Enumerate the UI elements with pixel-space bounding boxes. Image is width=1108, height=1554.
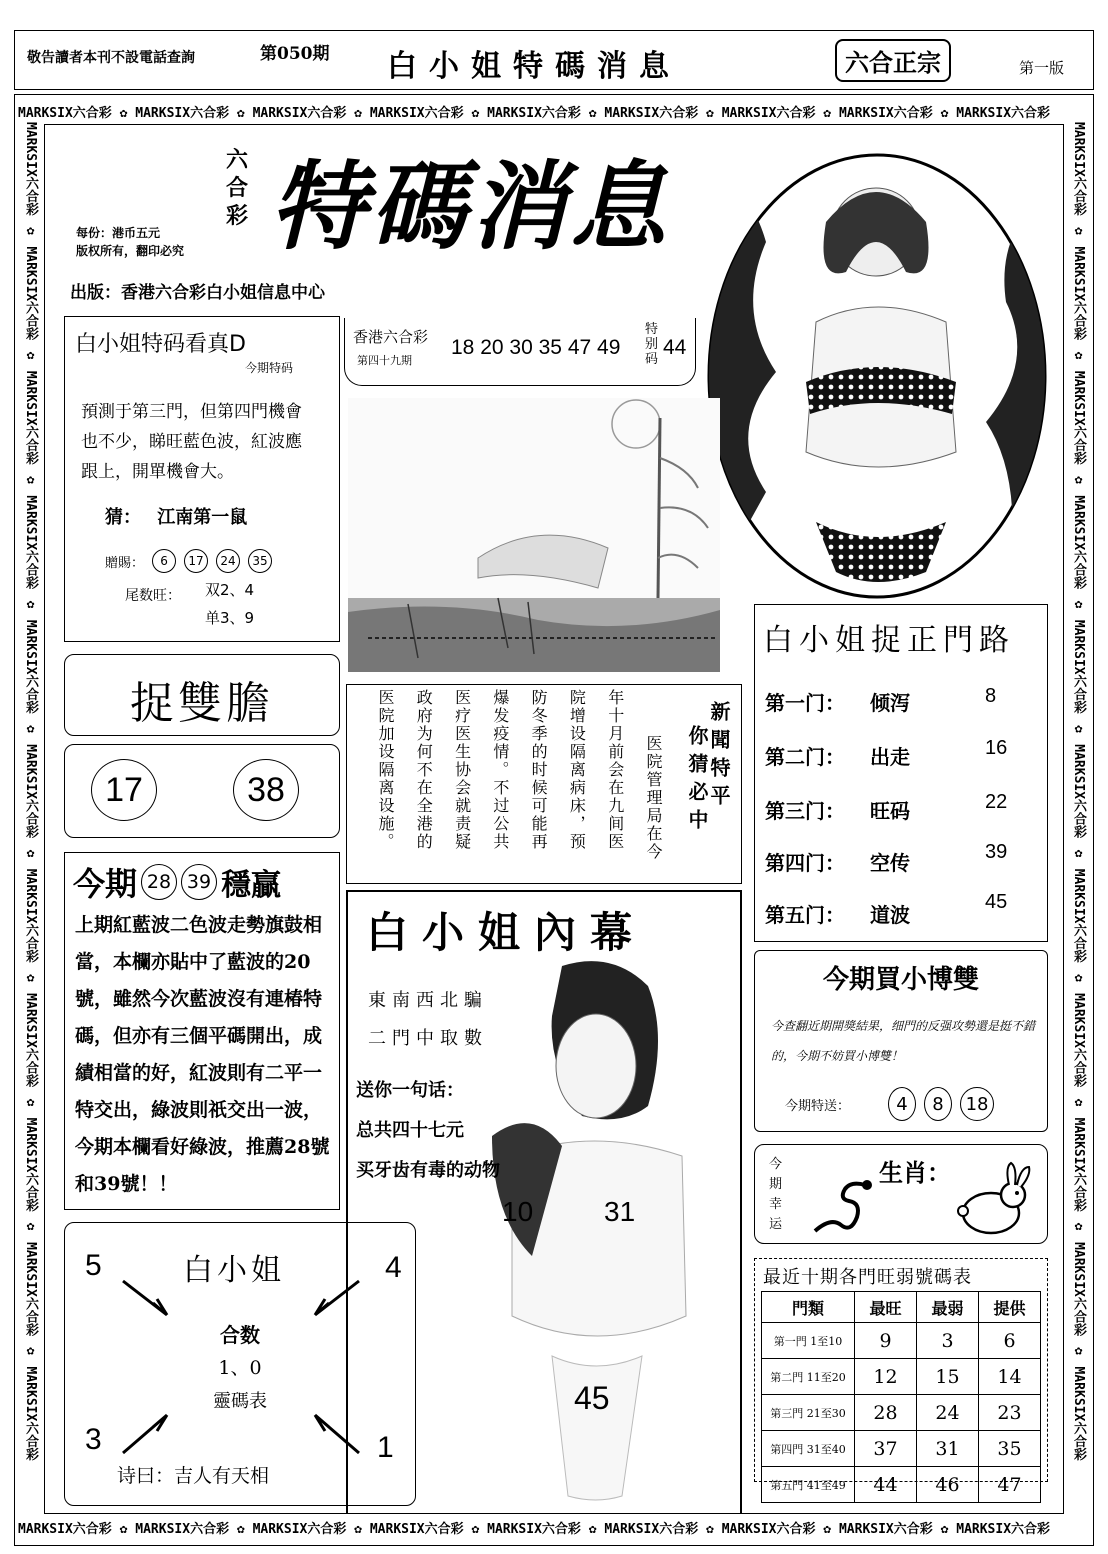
news-side-title-2: 你猜必中 — [685, 725, 709, 837]
rights-text: 版权所有，翻印必究 — [76, 244, 185, 258]
steady-number: 28 — [141, 864, 177, 900]
table-cell: 28 — [855, 1395, 917, 1431]
correct-path-box — [754, 604, 1048, 942]
model-photo — [706, 152, 1048, 600]
gift-line — [105, 549, 272, 573]
result-number: 30 — [509, 336, 533, 359]
lucky-label: 今期幸运 — [769, 1157, 783, 1232]
send-number: 18 — [960, 1087, 994, 1121]
path-number: 45 — [985, 891, 1008, 913]
corner-number-bl: 3 — [85, 1423, 102, 1456]
gift-number: 35 — [248, 549, 272, 573]
news-column: 防冬季的时候可能再 — [529, 689, 549, 851]
result-number: 18 — [451, 336, 475, 359]
news-column: 医院加设隔离设施。 — [376, 689, 395, 851]
news-box — [346, 684, 742, 884]
table-cell: 3 — [917, 1323, 979, 1359]
gift-label: 贈賜： — [105, 555, 145, 571]
news-column: 院增设隔离病床，预 — [567, 689, 587, 851]
header-title: 白小姐特碼消息 — [387, 49, 681, 84]
guess-line — [105, 503, 247, 529]
stats-table — [761, 1291, 1041, 1503]
results-label: 香港六合彩 — [353, 328, 429, 346]
price-text: 每份：港币五元 — [76, 226, 161, 240]
guess-value: 江南第一鼠 — [157, 507, 248, 528]
special-number: 44 — [663, 336, 687, 359]
news-column: 年十月前会在九间医 — [605, 689, 625, 851]
table-cell: 44 — [855, 1467, 917, 1503]
kanzhen-title: 白小姐特码看真D — [75, 332, 246, 357]
table-row — [762, 1359, 1041, 1395]
table-cell: 12 — [855, 1359, 917, 1395]
path-door: 第四门： — [765, 851, 845, 875]
stats-title: 最近十期各門旺弱號碼表 — [763, 1267, 972, 1288]
results-box — [344, 318, 696, 386]
steady-number: 39 — [181, 864, 217, 900]
path-row — [765, 687, 1035, 716]
inside-number-b: 31 — [604, 1196, 636, 1227]
table-cell: 第三門 21至30 — [762, 1395, 855, 1431]
border-strip-left: MARKSIX六合彩 ✿ MARKSIX六合彩 ✿ MARKSIX六合彩 ✿ MARKSIX六合彩 ✿ MARKSIX六合彩 ✿ MARKSIX六合彩 ✿ MARKSIX六合彩 ✿ MARKSIX六合彩 ✿ MARKSIX六合彩 ✿ MARKSIX六合彩 ✿ MARKSIX六合彩 — [23, 122, 38, 1461]
send-number: 8 — [924, 1087, 952, 1121]
inside-line-2: 二門中取數 — [368, 1028, 488, 1049]
table-cell: 第二門 11至20 — [762, 1359, 855, 1395]
gift-number: 17 — [184, 549, 208, 573]
special-label: 特别码 — [645, 322, 659, 367]
catch-double-title: 捉雙膽 — [130, 678, 274, 729]
correct-path-title: 白小姐捉正門路 — [763, 623, 1015, 658]
corner-number-tr: 4 — [385, 1251, 402, 1284]
inside-number-c: 45 — [574, 1380, 610, 1416]
sum-value: 1、0 — [218, 1357, 262, 1379]
stats-box — [754, 1258, 1048, 1496]
path-word: 倾泻 — [869, 691, 910, 715]
path-row — [765, 737, 1035, 770]
catch-double-numbers-box — [64, 744, 340, 838]
news-column: 政府为何不在全港的 — [414, 689, 434, 851]
steady-prefix: 今期 — [73, 865, 138, 903]
gift-number: 6 — [152, 549, 176, 573]
news-column: 医院管理局在今 — [643, 735, 663, 861]
path-number: 16 — [985, 737, 1008, 759]
inside-photo — [472, 956, 708, 1504]
table-row — [762, 1395, 1041, 1431]
result-number: 49 — [597, 336, 621, 359]
table-cell: 23 — [979, 1395, 1041, 1431]
lucky-box — [754, 1144, 1048, 1244]
table-cell: 14 — [979, 1359, 1041, 1395]
buy-small-text: 今查翻近期開獎結果，细門的反强攻勢還是挺不錯的，今期不妨買小博雙！ — [771, 1019, 1036, 1063]
steady-title — [73, 859, 281, 905]
path-door: 第五门： — [765, 903, 845, 927]
kanzhen-subtitle: 今期特码 — [245, 361, 294, 375]
snake-icon — [811, 1177, 881, 1237]
table-header: 門類 — [762, 1292, 855, 1323]
steady-text: 上期紅藍波二色波走勢旗鼓相當，本欄亦貼中了藍波的20號，雖然今次藍波沒有連椿特碼，但亦有三個平碼開出，成績相當的好，紅波則有二平一特交出，綠波則祇交出一波，今期本欄看好綠波，推薦28號和39號！！ — [75, 914, 330, 1195]
send-label: 今期特送： — [785, 1098, 851, 1114]
path-number: 8 — [985, 685, 997, 707]
news-columns — [373, 689, 665, 881]
path-door: 第一门： — [765, 691, 845, 715]
compass-title: 白小姐 — [183, 1253, 285, 1288]
path-row — [765, 841, 1035, 876]
table-cell: 15 — [917, 1359, 979, 1395]
table-header: 最弱 — [917, 1292, 979, 1323]
inside-line-1: 東南西北騙 — [368, 990, 488, 1011]
path-door: 第三门： — [765, 799, 845, 823]
path-door: 第二门： — [765, 745, 845, 769]
path-row — [765, 891, 1035, 928]
border-strip-top: MARKSIX六合彩 ✿ MARKSIX六合彩 ✿ MARKSIX六合彩 ✿ MARKSIX六合彩 ✿ MARKSIX六合彩 ✿ MARKSIX六合彩 ✿ MARKSIX六合彩 ✿ MARKSIX六合彩 ✿ MARKSIX六合彩 — [18, 106, 1051, 120]
border-strip-text: MARKSIX六合彩 — [18, 106, 112, 120]
poem-text: 诗曰：吉人有天相 — [117, 1465, 270, 1487]
table-cell: 37 — [855, 1431, 917, 1467]
path-word: 道波 — [869, 903, 910, 927]
table-cell: 31 — [917, 1431, 979, 1467]
table-cell: 6 — [979, 1323, 1041, 1359]
path-row — [765, 791, 1035, 824]
results-numbers — [451, 336, 620, 360]
table-cell: 9 — [855, 1323, 917, 1359]
news-column: 医疗医生协会就责疑 — [452, 689, 472, 851]
kanzhen-text: 預測于第三門，但第四門機會也不少，睇旺藍色波，紅波應跟上，開單機會大。 — [81, 402, 302, 482]
results-issue: 第四十九期 — [357, 354, 412, 367]
masthead-small-title: 六合彩 — [226, 147, 249, 229]
inside-number-a: 10 — [502, 1196, 534, 1227]
guess-label: 猜： — [105, 507, 141, 528]
path-number: 39 — [985, 841, 1008, 863]
table-cell: 47 — [979, 1467, 1041, 1503]
table-row — [762, 1467, 1041, 1503]
border-strip-bottom: MARKSIX六合彩 ✿ MARKSIX六合彩 ✿ MARKSIX六合彩 ✿ MARKSIX六合彩 ✿ MARKSIX六合彩 ✿ MARKSIX六合彩 ✿ MARKSIX六合彩 ✿ MARKSIX六合彩 ✿ MARKSIX六合彩 — [18, 1522, 1051, 1536]
steady-suffix: 穩贏 — [221, 868, 282, 903]
path-word: 空传 — [869, 851, 910, 875]
catch-double-title-box — [64, 654, 340, 736]
table-cell: 35 — [979, 1431, 1041, 1467]
publisher-text: 出版：香港六合彩白小姐信息中心 — [70, 283, 325, 303]
header-notice: 敬告讀者本刊不設電話查詢 — [27, 50, 195, 66]
masthead-title: 特碼消息 — [270, 150, 670, 263]
inside-line-3: 送你一句话： — [356, 1080, 464, 1101]
border-strip-right: MARKSIX六合彩 ✿ MARKSIX六合彩 ✿ MARKSIX六合彩 ✿ MARKSIX六合彩 ✿ MARKSIX六合彩 ✿ MARKSIX六合彩 ✿ MARKSIX六合彩 ✿ MARKSIX六合彩 ✿ MARKSIX六合彩 ✿ MARKSIX六合彩 ✿ MARKSIX六合彩 — [1071, 122, 1086, 1461]
lucky-title: 生肖： — [879, 1158, 951, 1187]
inside-title: 白小姐內幕 — [366, 908, 647, 957]
edition-label: 第一版 — [1019, 59, 1065, 77]
double-number: 38 — [233, 759, 299, 821]
rabbit-icon — [951, 1161, 1037, 1239]
tail-line-1: 双2、4 — [205, 581, 255, 599]
path-word: 旺码 — [869, 799, 910, 823]
table-cell: 第一門 1至10 — [762, 1323, 855, 1359]
result-number: 47 — [567, 336, 592, 359]
table-label: 靈碼表 — [213, 1391, 267, 1412]
path-number: 22 — [985, 791, 1008, 813]
inside-box — [346, 890, 742, 1514]
result-number: 20 — [480, 336, 504, 359]
landscape-painting — [348, 398, 720, 672]
path-word: 出走 — [869, 745, 910, 769]
table-row — [762, 1323, 1041, 1359]
send-line — [785, 1087, 994, 1121]
stats-table-wrap — [761, 1291, 1041, 1503]
header-badge: 六合正宗 — [835, 39, 951, 82]
inside-line-5: 买牙齿有毒的动物 — [356, 1160, 500, 1181]
kanzhen-box — [64, 316, 340, 642]
news-column: 爆发疫情。不过公共 — [490, 689, 510, 851]
table-header: 提供 — [979, 1292, 1041, 1323]
table-cell: 46 — [917, 1467, 979, 1503]
corner-number-tl: 5 — [85, 1249, 102, 1282]
send-number: 4 — [888, 1087, 916, 1121]
tail-label: 尾数旺： — [125, 588, 181, 604]
result-number: 35 — [538, 336, 562, 359]
news-side-title-1: 新聞特平 — [707, 701, 731, 813]
issue-number: 第050期 — [260, 44, 330, 64]
tail-line-2: 单3、9 — [205, 609, 255, 627]
corner-number-br: 1 — [377, 1431, 394, 1464]
steady-box — [64, 852, 340, 1210]
double-number: 17 — [91, 759, 157, 821]
header-bar — [14, 30, 1094, 90]
inside-line-4: 总共四十七元 — [356, 1120, 464, 1141]
table-cell: 24 — [917, 1395, 979, 1431]
table-cell: 第四門 31至40 — [762, 1431, 855, 1467]
table-header: 最旺 — [855, 1292, 917, 1323]
buy-small-title: 今期買小博雙 — [822, 965, 979, 995]
table-cell: 第五門 41至49 — [762, 1467, 855, 1503]
buy-small-box — [754, 950, 1048, 1132]
sum-label: 合数 — [220, 1323, 260, 1347]
gift-number: 24 — [216, 549, 240, 573]
table-header-row — [762, 1292, 1041, 1323]
table-row — [762, 1431, 1041, 1467]
